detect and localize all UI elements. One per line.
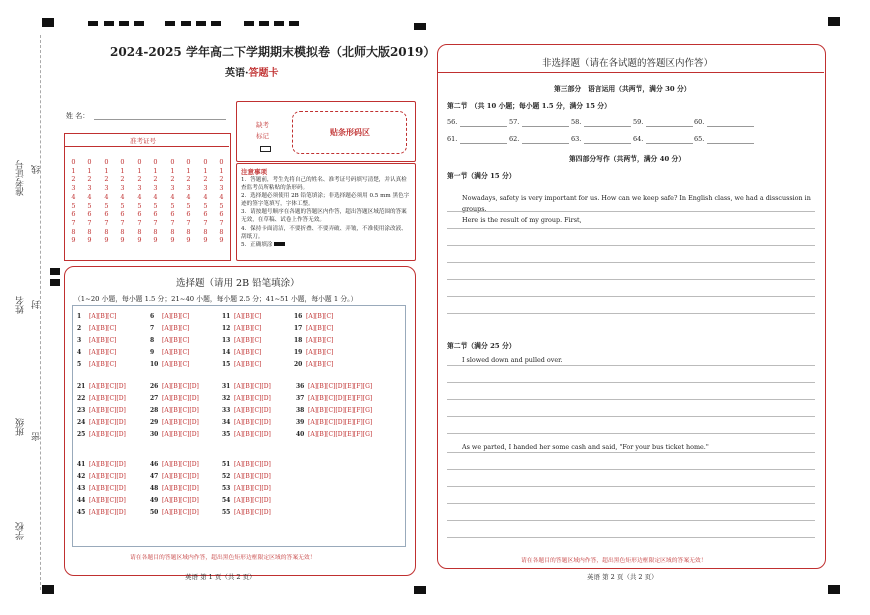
writing2-start: I slowed down and pulled over.	[462, 356, 563, 364]
answer-item[interactable]	[150, 461, 199, 468]
blank-answer-field[interactable]	[460, 143, 507, 144]
digit-col[interactable]: 0 1 2 3 4 5 6 7 8 9	[120, 158, 125, 245]
page1-footer: 英语 第 1 页（共 2 页）	[185, 573, 256, 581]
option-bubbles[interactable]: [A][B][C][D]	[162, 461, 199, 468]
answer-item[interactable]	[150, 337, 189, 344]
question-number: 3	[77, 337, 82, 344]
option-bubbles[interactable]: [A][B][C][D]	[89, 395, 126, 402]
question-number: 37	[296, 395, 305, 402]
question-number: 29	[150, 419, 159, 426]
answer-item[interactable]	[296, 419, 372, 426]
blank-label: 57.	[509, 118, 520, 126]
option-bubbles[interactable]: [A][B][C]	[306, 361, 334, 368]
option-bubbles[interactable]: [A][B][C]	[234, 313, 262, 320]
timing-mark	[196, 21, 206, 26]
option-bubbles[interactable]: [A][B][C][D]	[89, 431, 126, 438]
answer-item[interactable]	[77, 419, 126, 426]
subtitle-prefix: 英语·	[225, 68, 249, 79]
writing-line[interactable]	[447, 228, 815, 229]
option-bubbles[interactable]: [A][B][C][D]	[162, 485, 199, 492]
option-bubbles[interactable]: [A][B][C][D]	[89, 497, 126, 504]
blank-answer-field[interactable]	[646, 126, 693, 127]
option-bubbles[interactable]: [A][B][C]	[306, 337, 334, 344]
blank-answer-field[interactable]	[584, 143, 631, 144]
corner-mark	[414, 586, 426, 594]
option-bubbles[interactable]: [A][B][C][D][E][F][G]	[308, 431, 373, 438]
blank-label: 65.	[694, 135, 705, 143]
question-number: 11	[222, 313, 231, 320]
question-number: 14	[222, 349, 231, 356]
answer-item[interactable]	[222, 407, 271, 414]
answer-item[interactable]	[77, 485, 126, 492]
part3-heading: 第三部分 语言运用（共两节，满分 30 分）	[554, 85, 691, 93]
timing-mark	[244, 21, 254, 26]
option-bubbles[interactable]: [A][B][C]	[306, 349, 334, 356]
option-bubbles[interactable]: [A][B][C]	[234, 349, 262, 356]
question-number: 1	[77, 313, 82, 320]
option-bubbles[interactable]: [A][B][C][D][E][F][G]	[308, 383, 373, 390]
question-number: 5	[77, 361, 82, 368]
answer-item[interactable]	[222, 497, 271, 504]
option-bubbles[interactable]: [A][B][C]	[162, 337, 190, 344]
choice-desc: （1~20 小题，每小题 1.5 分；21~40 小题，每小题 2.5 分；41~51 小题，每小题 1 分。）	[74, 295, 358, 303]
digit-col[interactable]: 0 1 2 3 4 5 6 7 8 9	[104, 158, 109, 245]
writing-line[interactable]	[447, 313, 815, 314]
option-bubbles[interactable]: [A][B][C][D]	[162, 419, 199, 426]
option-bubbles[interactable]: [A][B][C][D]	[162, 383, 199, 390]
timing-mark	[104, 21, 114, 26]
blank-label: 62.	[509, 135, 520, 143]
question-number: 52	[222, 473, 231, 480]
question-number: 51	[222, 461, 231, 468]
answer-item[interactable]	[77, 407, 126, 414]
blank-label: 58.	[571, 118, 582, 126]
question-number: 9	[150, 349, 155, 356]
answer-item[interactable]	[77, 461, 126, 468]
option-bubbles[interactable]: [A][B][C][D]	[234, 497, 271, 504]
question-number: 8	[150, 337, 155, 344]
option-bubbles[interactable]: [A][B][C][D]	[162, 407, 199, 414]
option-bubbles[interactable]: [A][B][C]	[234, 361, 262, 368]
answer-item[interactable]	[222, 383, 271, 390]
writing-line[interactable]	[447, 416, 815, 417]
option-bubbles[interactable]: [A][B][C]	[306, 325, 334, 332]
answer-item[interactable]	[77, 497, 126, 504]
question-number: 32	[222, 395, 231, 402]
digit-col[interactable]: 0 1 2 3 4 5 6 7 8 9	[186, 158, 191, 245]
question-number: 35	[222, 431, 231, 438]
answer-item[interactable]	[77, 473, 126, 480]
writing-line[interactable]	[447, 452, 815, 453]
blank-label: 56.	[447, 118, 458, 126]
answer-item[interactable]	[77, 509, 126, 516]
answer-item[interactable]	[294, 349, 333, 356]
answer-item[interactable]	[77, 383, 126, 390]
corner-mark	[828, 585, 840, 594]
question-number: 36	[296, 383, 305, 390]
timing-mark	[211, 21, 221, 26]
option-bubbles[interactable]: [A][B][C]	[162, 325, 190, 332]
answer-item[interactable]	[150, 395, 199, 402]
answer-item[interactable]	[150, 325, 189, 332]
answer-item[interactable]	[150, 419, 199, 426]
writing2-mid: As we parted, I handed her some cash and said, "For your bus ticket home."	[462, 443, 709, 451]
page2-footer: 英语 第 2 页（共 2 页）	[587, 573, 658, 581]
option-bubbles[interactable]: [A][B][C][D]	[234, 473, 271, 480]
question-number: 10	[150, 361, 159, 368]
answer-item[interactable]	[296, 383, 372, 390]
side-name: 姓名	[16, 296, 26, 314]
answer-item[interactable]	[77, 349, 116, 356]
option-bubbles[interactable]: [A][B][C][D]	[234, 485, 271, 492]
digit-col[interactable]: 0 1 2 3 4 5 6 7 8 9	[137, 158, 142, 245]
option-bubbles[interactable]: [A][B][C][D]	[89, 419, 126, 426]
page-subtitle	[225, 64, 278, 79]
answer-item[interactable]	[150, 497, 199, 504]
note-item: 4．保持卡面清洁，不要折叠、不要弄破、弄皱，不准使用涂改液、刮纸刀。	[241, 225, 407, 240]
option-bubbles[interactable]: [A][B][C][D]	[234, 395, 271, 402]
option-bubbles[interactable]: [A][B][C][D]	[89, 473, 126, 480]
question-number: 2	[77, 325, 82, 332]
answer-item[interactable]	[77, 337, 116, 344]
question-number: 33	[222, 407, 231, 414]
option-bubbles[interactable]: [A][B][C]	[234, 325, 262, 332]
writing-line[interactable]	[447, 382, 815, 383]
writing-line[interactable]	[447, 296, 815, 297]
writing-line[interactable]	[447, 211, 815, 212]
blank-answer-field[interactable]	[707, 126, 754, 127]
option-bubbles[interactable]: [A][B][C][D]	[234, 461, 271, 468]
writing-line[interactable]	[447, 469, 815, 470]
answer-item[interactable]	[296, 431, 372, 438]
answer-item[interactable]	[77, 361, 116, 368]
choice-footer: 请在各题目的答题区域内作答，超出黑色矩形边框限定区域的答案无效！	[130, 555, 316, 561]
question-number: 50	[150, 509, 159, 516]
option-bubbles[interactable]: [A][B][C]	[89, 349, 117, 356]
notes-list	[241, 176, 411, 249]
question-number: 23	[77, 407, 86, 414]
timing-mark	[119, 21, 129, 26]
answer-item[interactable]	[296, 395, 372, 402]
question-number: 24	[77, 419, 86, 426]
question-number: 43	[77, 485, 86, 492]
blank-label: 60.	[694, 118, 705, 126]
blank-answer-field[interactable]	[707, 143, 754, 144]
option-bubbles[interactable]: [A][B][C][D]	[234, 431, 271, 438]
answer-item[interactable]	[222, 419, 271, 426]
question-number: 6	[150, 313, 155, 320]
answer-item[interactable]	[150, 349, 189, 356]
corner-mark	[828, 17, 840, 26]
question-number: 20	[294, 361, 303, 368]
option-bubbles[interactable]: [A][B][C][D]	[89, 407, 126, 414]
answer-item[interactable]	[77, 325, 116, 332]
answer-item[interactable]	[222, 473, 271, 480]
blank-answer-field[interactable]	[646, 143, 693, 144]
answer-item[interactable]	[294, 313, 333, 320]
answer-item[interactable]	[222, 485, 271, 492]
answer-item[interactable]	[222, 325, 261, 332]
blank-answer-field[interactable]	[584, 126, 631, 127]
side-mark	[50, 268, 60, 275]
answer-item[interactable]	[294, 361, 333, 368]
timing-mark	[165, 21, 175, 26]
binding-dashed-line	[40, 35, 41, 590]
timing-mark	[289, 21, 299, 26]
option-bubbles[interactable]: [A][B][C]	[162, 313, 190, 320]
note-item: 1．答题前，考生先将自己的姓名、准考证号码填写清楚，并认真检查监考员所粘贴的条形码。	[241, 177, 407, 192]
question-number: 16	[294, 313, 303, 320]
answer-item[interactable]	[222, 509, 271, 516]
question-number: 48	[150, 485, 159, 492]
side-secret: 密	[32, 432, 42, 441]
name-field[interactable]	[94, 119, 226, 120]
answer-item[interactable]	[150, 485, 199, 492]
option-bubbles[interactable]: [A][B][C][D][E][F][G]	[308, 407, 373, 414]
answer-item[interactable]	[222, 461, 271, 468]
timing-mark	[134, 21, 144, 26]
page-title: 2024-2025 学年高二下学期期末模拟卷（北师大版2019）	[110, 45, 436, 59]
writing-line[interactable]	[447, 433, 815, 434]
choice-title: 选择题（请用 2B 铅笔填涂）	[176, 278, 300, 289]
exam-no-label: 准考证号	[130, 137, 156, 145]
question-number: 25	[77, 431, 86, 438]
question-number: 44	[77, 497, 86, 504]
option-bubbles[interactable]: [A][B][C][D]	[162, 431, 199, 438]
timing-mark	[274, 21, 284, 26]
question-number: 34	[222, 419, 231, 426]
subtitle-suffix: 答题卡	[248, 68, 279, 79]
filled-sample	[274, 242, 285, 246]
question-number: 18	[294, 337, 303, 344]
nonchoice-title: 非选择题（请在各试题的答题区内作答）	[542, 58, 714, 69]
answer-item[interactable]	[77, 431, 126, 438]
nonchoice-box	[437, 44, 826, 569]
option-bubbles[interactable]: [A][B][C]	[234, 337, 262, 344]
name-label: 姓 名：	[66, 112, 90, 120]
option-bubbles[interactable]: [A][B][C]	[89, 337, 117, 344]
question-number: 45	[77, 509, 86, 516]
option-bubbles[interactable]: [A][B][C]	[162, 361, 190, 368]
answer-item[interactable]	[150, 407, 199, 414]
option-bubbles[interactable]: [A][B][C][D]	[234, 419, 271, 426]
question-number: 12	[222, 325, 231, 332]
option-bubbles[interactable]: [A][B][C]	[89, 313, 117, 320]
question-number: 17	[294, 325, 303, 332]
option-bubbles[interactable]: [A][B][C][D]	[234, 383, 271, 390]
option-bubbles[interactable]: [A][B][C][D]	[162, 395, 199, 402]
writing1-line2: Here is the result of my group. First,	[462, 216, 582, 224]
side-line: 线	[32, 165, 42, 174]
blank-answer-field[interactable]	[460, 126, 507, 127]
absent-checkbox[interactable]	[260, 146, 271, 152]
question-number: 28	[150, 407, 159, 414]
digit-col[interactable]: 0 1 2 3 4 5 6 7 8 9	[203, 158, 208, 245]
answer-item[interactable]	[222, 361, 261, 368]
corner-mark	[42, 18, 54, 27]
question-number: 30	[150, 431, 159, 438]
option-bubbles[interactable]: [A][B][C]	[89, 325, 117, 332]
answer-item[interactable]	[294, 325, 333, 332]
question-number: 49	[150, 497, 159, 504]
question-number: 47	[150, 473, 159, 480]
writing1-line1: Nowadays, safety is very important for us. How can we keep safe? In English class, we had a disscussion in groups.	[462, 194, 811, 213]
barcode-label: 贴条形码区	[330, 127, 370, 137]
option-bubbles[interactable]: [A][B][C][D]	[89, 509, 126, 516]
answer-item[interactable]	[150, 509, 199, 516]
timing-mark	[88, 21, 98, 26]
option-bubbles[interactable]: [A][B][C][D]	[234, 407, 271, 414]
question-number: 13	[222, 337, 231, 344]
answer-item[interactable]	[150, 313, 189, 320]
option-bubbles[interactable]: [A][B][C][D]	[234, 509, 271, 516]
question-number: 41	[77, 461, 86, 468]
option-bubbles[interactable]: [A][B][C][D][E][F][G]	[308, 395, 373, 402]
corner-mark	[414, 23, 426, 30]
digit-col[interactable]: 0 1 2 3 4 5 6 7 8 9	[87, 158, 92, 245]
blank-label: 61.	[447, 135, 458, 143]
answer-item[interactable]	[150, 383, 199, 390]
part4-heading: 第四部分写作（共两节，满分 40 分）	[569, 155, 686, 163]
answer-item[interactable]	[222, 395, 271, 402]
answer-item[interactable]	[77, 395, 126, 402]
absent-label: 缺考标记	[256, 121, 269, 140]
answer-item[interactable]	[296, 407, 372, 414]
question-number: 19	[294, 349, 303, 356]
blank-answer-field[interactable]	[522, 126, 569, 127]
answer-item[interactable]	[294, 337, 333, 344]
writing-line[interactable]	[447, 520, 815, 521]
question-number: 55	[222, 509, 231, 516]
writing-line[interactable]	[447, 245, 815, 246]
question-number: 15	[222, 361, 231, 368]
writing-line[interactable]	[447, 486, 815, 487]
option-bubbles[interactable]: [A][B][C][D]	[89, 461, 126, 468]
corner-mark	[42, 585, 54, 594]
option-bubbles[interactable]: [A][B][C][D]	[162, 509, 199, 516]
writing2-heading: 第二节（满分 25 分）	[447, 342, 516, 350]
question-number: 21	[77, 383, 86, 390]
digit-col[interactable]: 0 1 2 3 4 5 6 7 8 9	[170, 158, 175, 245]
answer-item[interactable]	[222, 313, 261, 320]
option-bubbles[interactable]: [A][B][C]	[162, 349, 190, 356]
digit-col[interactable]: 0 1 2 3 4 5 6 7 8 9	[71, 158, 76, 245]
question-number: 4	[77, 349, 82, 356]
blank-answer-field[interactable]	[522, 143, 569, 144]
option-bubbles[interactable]: [A][B][C][D]	[162, 473, 199, 480]
option-bubbles[interactable]: [A][B][C][D]	[162, 497, 199, 504]
side-school: 学校	[16, 522, 26, 540]
question-number: 26	[150, 383, 159, 390]
writing-line[interactable]	[447, 279, 815, 280]
question-number: 38	[296, 407, 305, 414]
writing1-heading: 第一节（满分 15 分）	[447, 172, 516, 180]
option-bubbles[interactable]: [A][B][C][D]	[89, 383, 126, 390]
side-exam-no: 准考证号	[16, 160, 26, 196]
blank-label: 63.	[571, 135, 582, 143]
question-number: 53	[222, 485, 231, 492]
writing-line[interactable]	[447, 537, 815, 538]
note-item: 2．选择题必须使用 2B 铅笔填涂；非选择题必须用 0.5 mm 黑色字迹的签字笔填写，字体工整。	[241, 193, 410, 208]
question-number: 31	[222, 383, 231, 390]
note-item: 3．请按题号顺序在各题的答题区内作答，超出答题区域范围的答案无效，在草稿、试卷上作答无效。	[241, 209, 407, 224]
digit-col[interactable]: 0 1 2 3 4 5 6 7 8 9	[219, 158, 224, 245]
question-number: 42	[77, 473, 86, 480]
exam-no-digit-grid[interactable]	[64, 158, 229, 256]
answer-item[interactable]	[77, 313, 116, 320]
question-number: 54	[222, 497, 231, 504]
answer-item[interactable]	[150, 431, 199, 438]
side-mark	[50, 279, 60, 286]
sec2-heading: 第二节 （共 10 小题；每小题 1.5 分，满分 15 分）	[447, 102, 611, 110]
notes-title: 注意事项	[241, 168, 267, 176]
exam-no-divider	[64, 146, 229, 147]
digit-col[interactable]: 0 1 2 3 4 5 6 7 8 9	[153, 158, 158, 245]
nonchoice-footer: 请在各题目的答题区域内作答，超出黑色矩形边框限定区域的答案无效！	[521, 558, 707, 564]
option-bubbles[interactable]: [A][B][C][D]	[89, 485, 126, 492]
option-bubbles[interactable]: [A][B][C]	[89, 361, 117, 368]
question-number: 22	[77, 395, 86, 402]
answer-item[interactable]	[222, 349, 261, 356]
option-bubbles[interactable]: [A][B][C][D][E][F][G]	[308, 419, 373, 426]
nonchoice-divider	[437, 72, 824, 73]
writing-line[interactable]	[447, 262, 815, 263]
blank-label: 64.	[633, 135, 644, 143]
writing-line[interactable]	[447, 365, 815, 366]
side-seal: 封	[32, 300, 42, 309]
question-number: 7	[150, 325, 155, 332]
blank-label: 59.	[633, 118, 644, 126]
question-number: 39	[296, 419, 305, 426]
timing-mark	[259, 21, 269, 26]
answer-item[interactable]	[150, 361, 189, 368]
answer-item[interactable]	[150, 473, 199, 480]
question-number: 46	[150, 461, 159, 468]
note-item: 5．正确填涂	[241, 241, 411, 249]
answer-item[interactable]	[222, 337, 261, 344]
option-bubbles[interactable]: [A][B][C]	[306, 313, 334, 320]
question-number: 27	[150, 395, 159, 402]
writing1-prompt	[462, 193, 822, 226]
timing-mark	[181, 21, 191, 26]
writing-line[interactable]	[447, 503, 815, 504]
question-number: 40	[296, 431, 305, 438]
side-class: 班级	[16, 418, 26, 436]
writing-line[interactable]	[447, 399, 815, 400]
answer-item[interactable]	[222, 431, 271, 438]
